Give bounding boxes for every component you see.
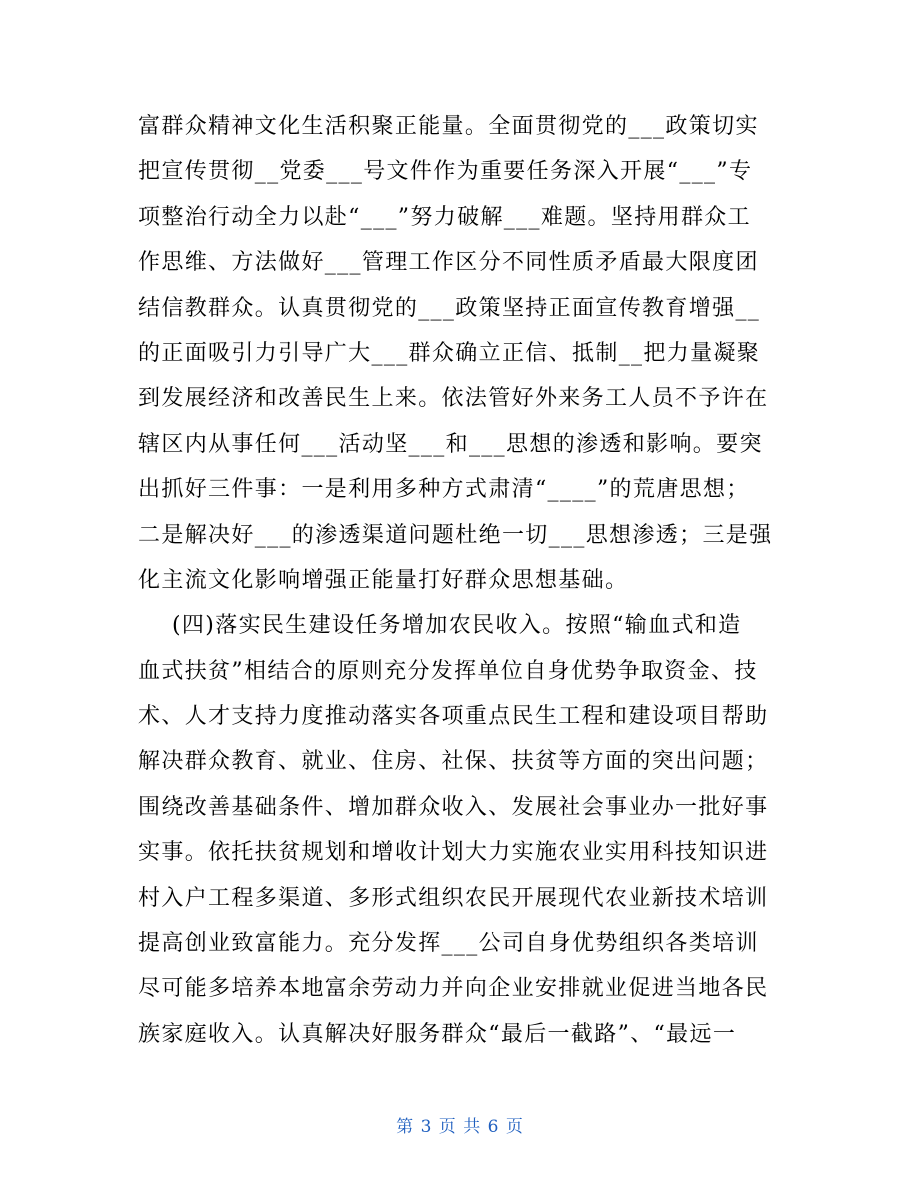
text-line: 作思维、方法做好___管理工作区分不同性质矛盾最大限度团 bbox=[138, 250, 759, 276]
body-text bbox=[138, 104, 788, 1057]
text-line: 血式扶贫”相结合的原则充分发挥单位自身优势争取资金、技 bbox=[138, 658, 758, 684]
text-line: 围绕改善基础条件、增加群众收入、发展社会事业办一批好事 bbox=[138, 794, 769, 820]
text-line: 二是解决好___的渗透渠道问题杜绝一切___思想渗透；三是强 bbox=[138, 522, 773, 548]
text-line: 尽可能多培养本地富余劳动力并向企业安排就业促进当地各民 bbox=[138, 976, 769, 1002]
text-line: 的正面吸引力引导广大___群众确立正信、抵制__把力量凝聚 bbox=[138, 340, 761, 366]
text-line: 出抓好三件事：一是利用多种方式肃清“____”的荒唐思想； bbox=[138, 477, 750, 503]
text-line: 富群众精神文化生活积聚正能量。全面贯彻党的___政策切实 bbox=[138, 114, 759, 139]
text-line: 村入户工程多渠道、多形式组织农民开展现代农业新技术培训 bbox=[138, 885, 769, 911]
text-line: 项整治行动全力以赴“___”努力破解___难题。坚持用群众工 bbox=[138, 204, 751, 230]
section-heading-line: (四)落实民生建设任务增加农民收入。按照“输血式和造 bbox=[172, 613, 742, 639]
text-line: 到发展经济和改善民生上来。依法管好外来务工人员不予许在 bbox=[138, 386, 769, 412]
text-line: 族家庭收入。认真解决好服务群众“最后一截路”、“最远一 bbox=[138, 1021, 737, 1047]
text-line: 实事。依托扶贫规划和增收计划大力实施农业实用科技知识进 bbox=[138, 840, 769, 866]
page-number-footer: 第 3 页 共 6 页 bbox=[396, 1117, 524, 1137]
text-line: 把宣传贯彻__党委___号文件作为重要任务深入开展“___”专 bbox=[138, 159, 753, 185]
text-line: 辖区内从事任何___活动坚___和___思想的渗透和影响。要突 bbox=[138, 431, 763, 457]
text-line: 解决群众教育、就业、住房、社保、扶贫等方面的突出问题； bbox=[138, 749, 769, 775]
text-line: 术、人才支持力度推动落实各项重点民生工程和建设项目帮助 bbox=[138, 704, 769, 730]
text-line: 结信教群众。认真贯彻党的___政策坚持正面宣传教育增强__ bbox=[138, 295, 761, 321]
text-line: 提高创业致富能力。充分发挥___公司自身优势组织各类培训 bbox=[138, 931, 759, 957]
text-line: 化主流文化影响增强正能量打好群众思想基础。 bbox=[138, 567, 629, 593]
